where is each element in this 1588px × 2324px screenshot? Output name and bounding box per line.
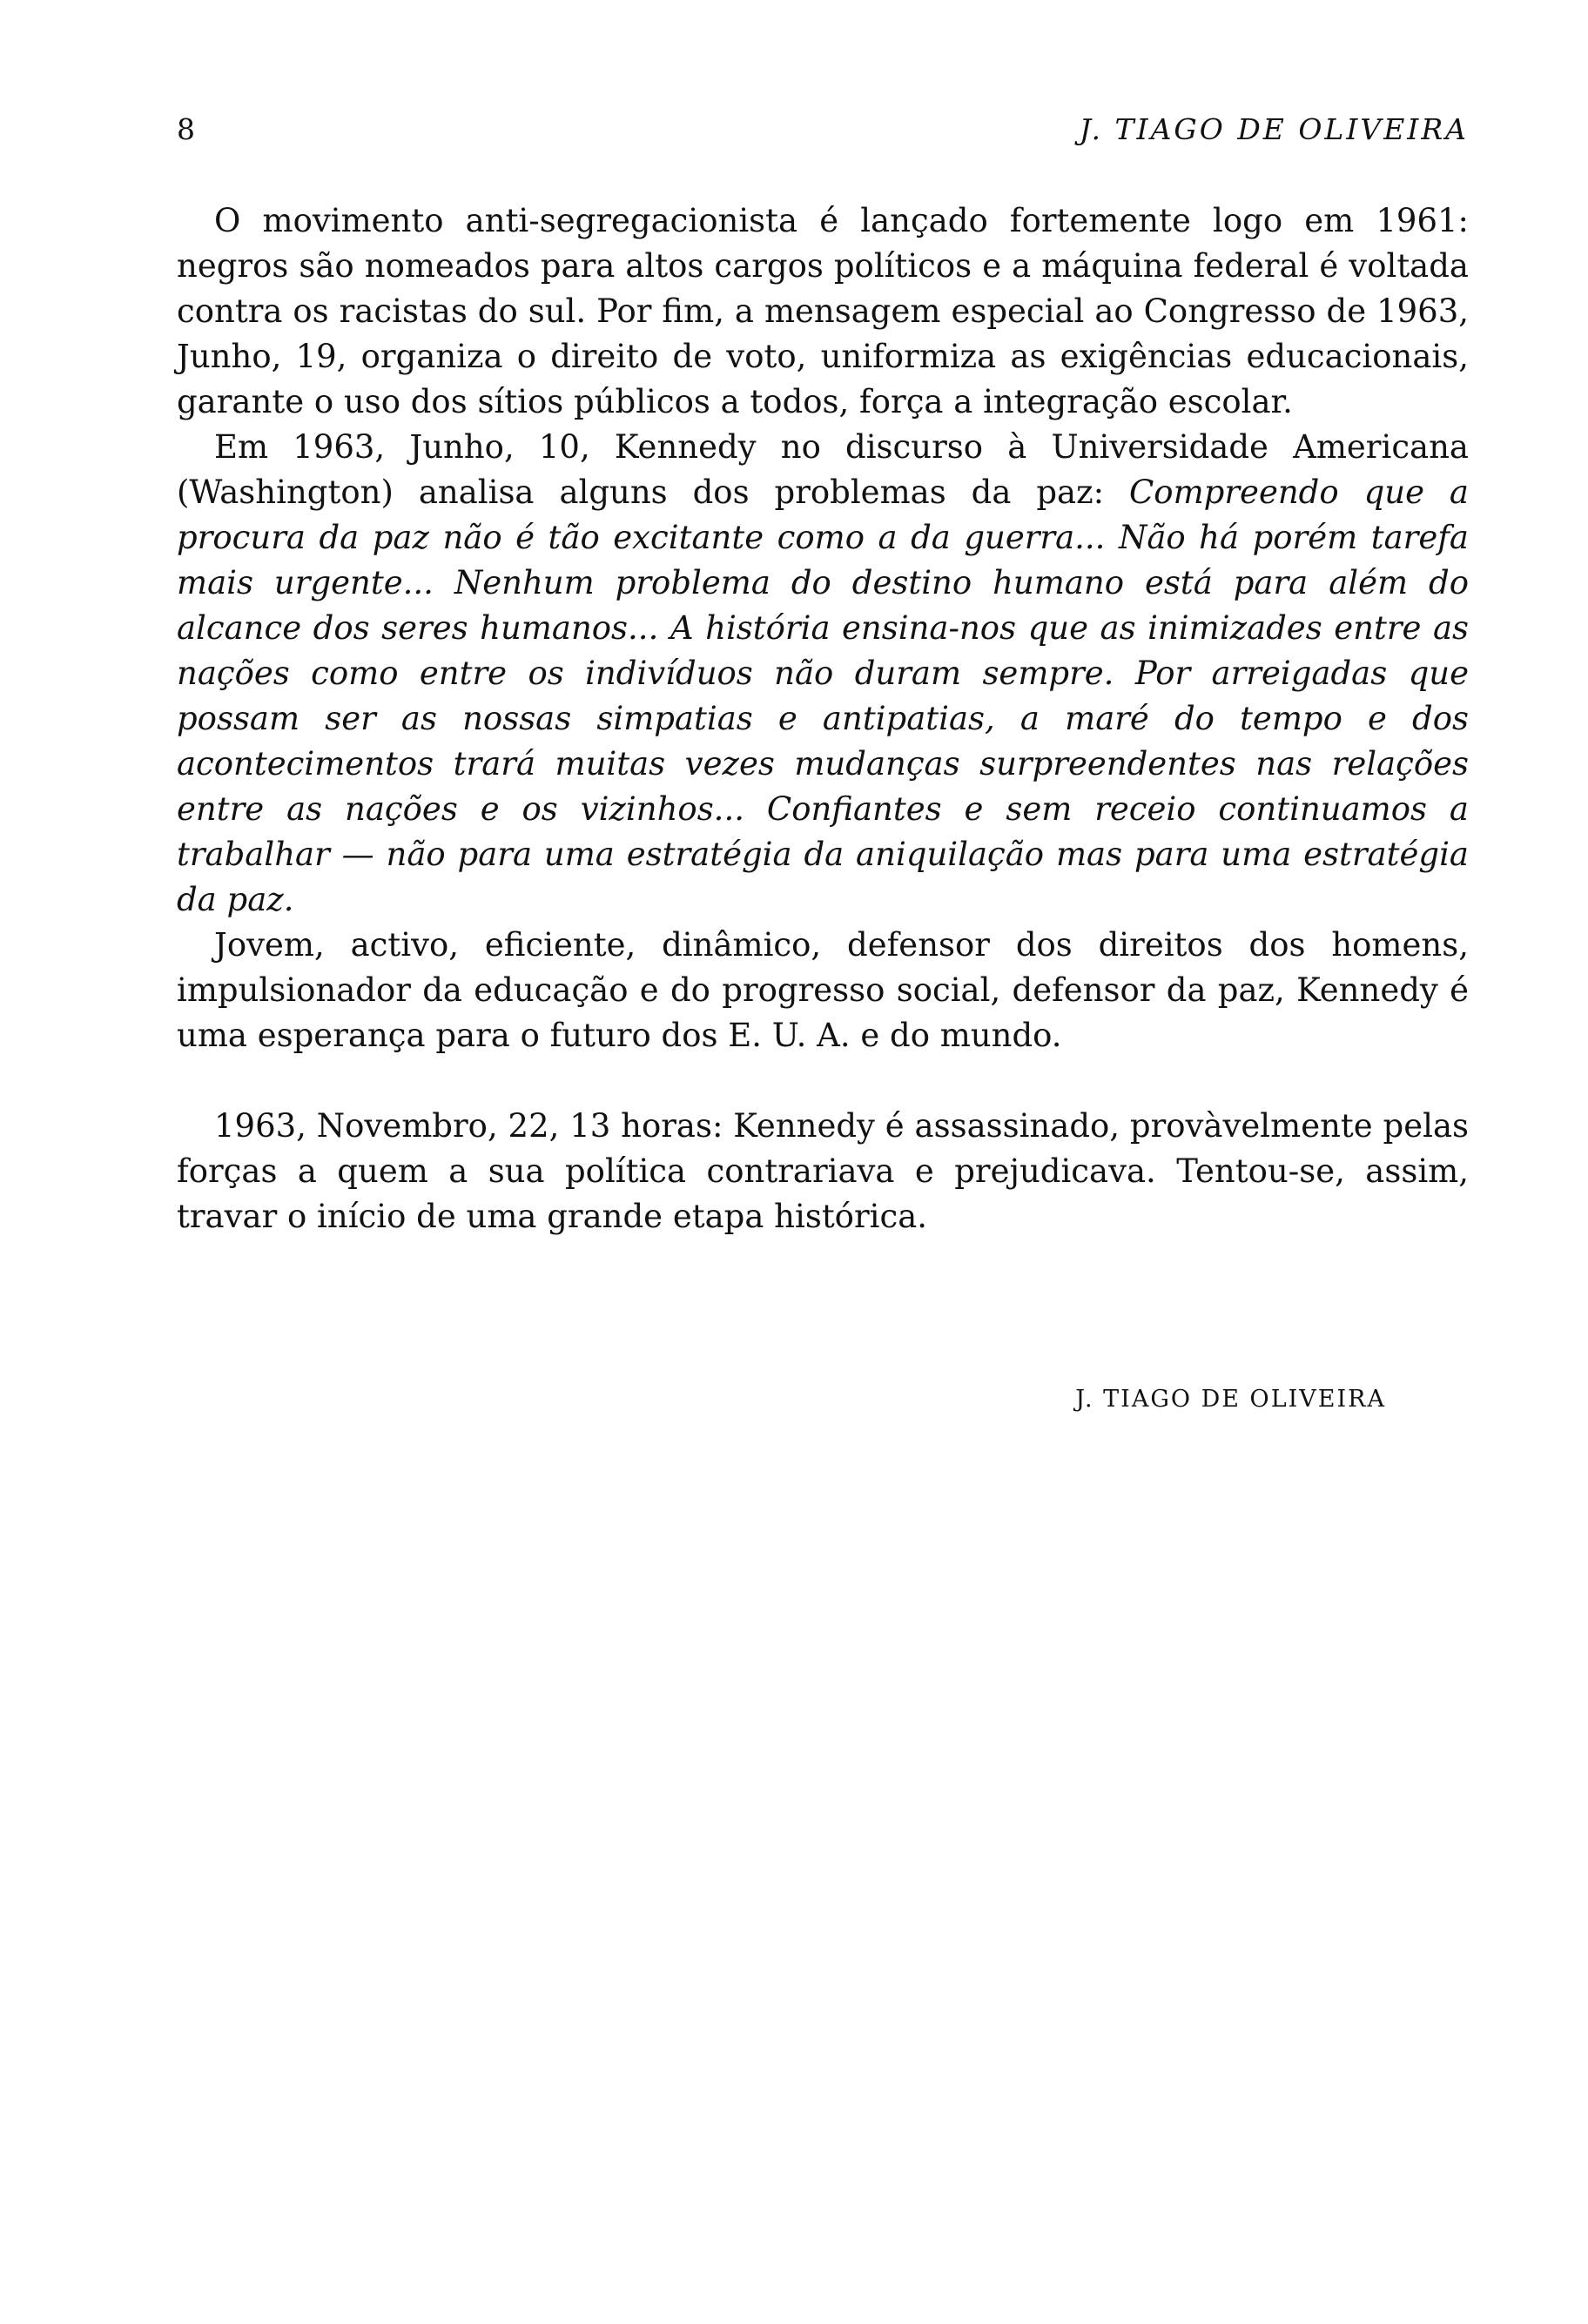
paragraph-assassination: 1963, Novembro, 22, 13 horas: Kennedy é assassinado, provàvelmente pelas forças a quem a sua política contrariava e prejudicava. Tentou-se, assim, travar o início de uma grande etapa histórica. xyxy=(177,1107,1469,1235)
author-signature: J. TIAGO DE OLIVEIRA xyxy=(1075,1386,1386,1413)
paragraph-assessment: Jovem, activo, eficiente, dinâmico, defensor dos direitos dos homens, impulsionador da educação e do progresso social, defensor da paz, Kennedy é uma esperança para o futuro dos E. U. A. e do mundo. xyxy=(177,926,1469,1054)
page-number: 8 xyxy=(177,112,195,146)
running-head xyxy=(177,108,1469,151)
paragraph-peace-speech xyxy=(177,425,1469,923)
paragraph-civil-rights: O movimento anti-segregacionista é lançado fortemente logo em 1961: negros são nomeados para altos cargos políticos e a máquina federal é voltada contra os racistas do sul. Por fim, a mensagem especial ao Congresso de 1963, Junho, 19, organiza o direito de voto, uniformiza as exigências educacionais, garante o uso dos sítios públicos a todos, força a integração escolar. xyxy=(177,202,1469,420)
speech-quotation: Compreendo que a procura da paz não é tão excitante como a da guerra... Não há porém tarefa mais urgente... Nenhum problema do destino humano está para além do alcance dos seres humanos... A história ensina-nos que as inimizades entre as nações como entre os indivíduos não duram sempre. Por arreigadas que possam ser as nossas simpatias e antipatias, a maré do tempo e dos acontecimentos trará muitas vezes mudanças surpreendentes nas relações entre as nações e os vizinhos... Confiantes e sem receio continuamos a trabalhar — não para uma estratégia da aniquilação mas para uma estratégia da paz. xyxy=(177,474,1469,918)
header-author: J. TIAGO DE OLIVEIRA xyxy=(1079,112,1469,146)
speech-introduction: Em 1963, Junho, 10, Kennedy no discurso à Universidade Americana (Washington) analisa alguns dos problemas da paz: xyxy=(177,428,1469,511)
body-text xyxy=(177,198,1469,1239)
